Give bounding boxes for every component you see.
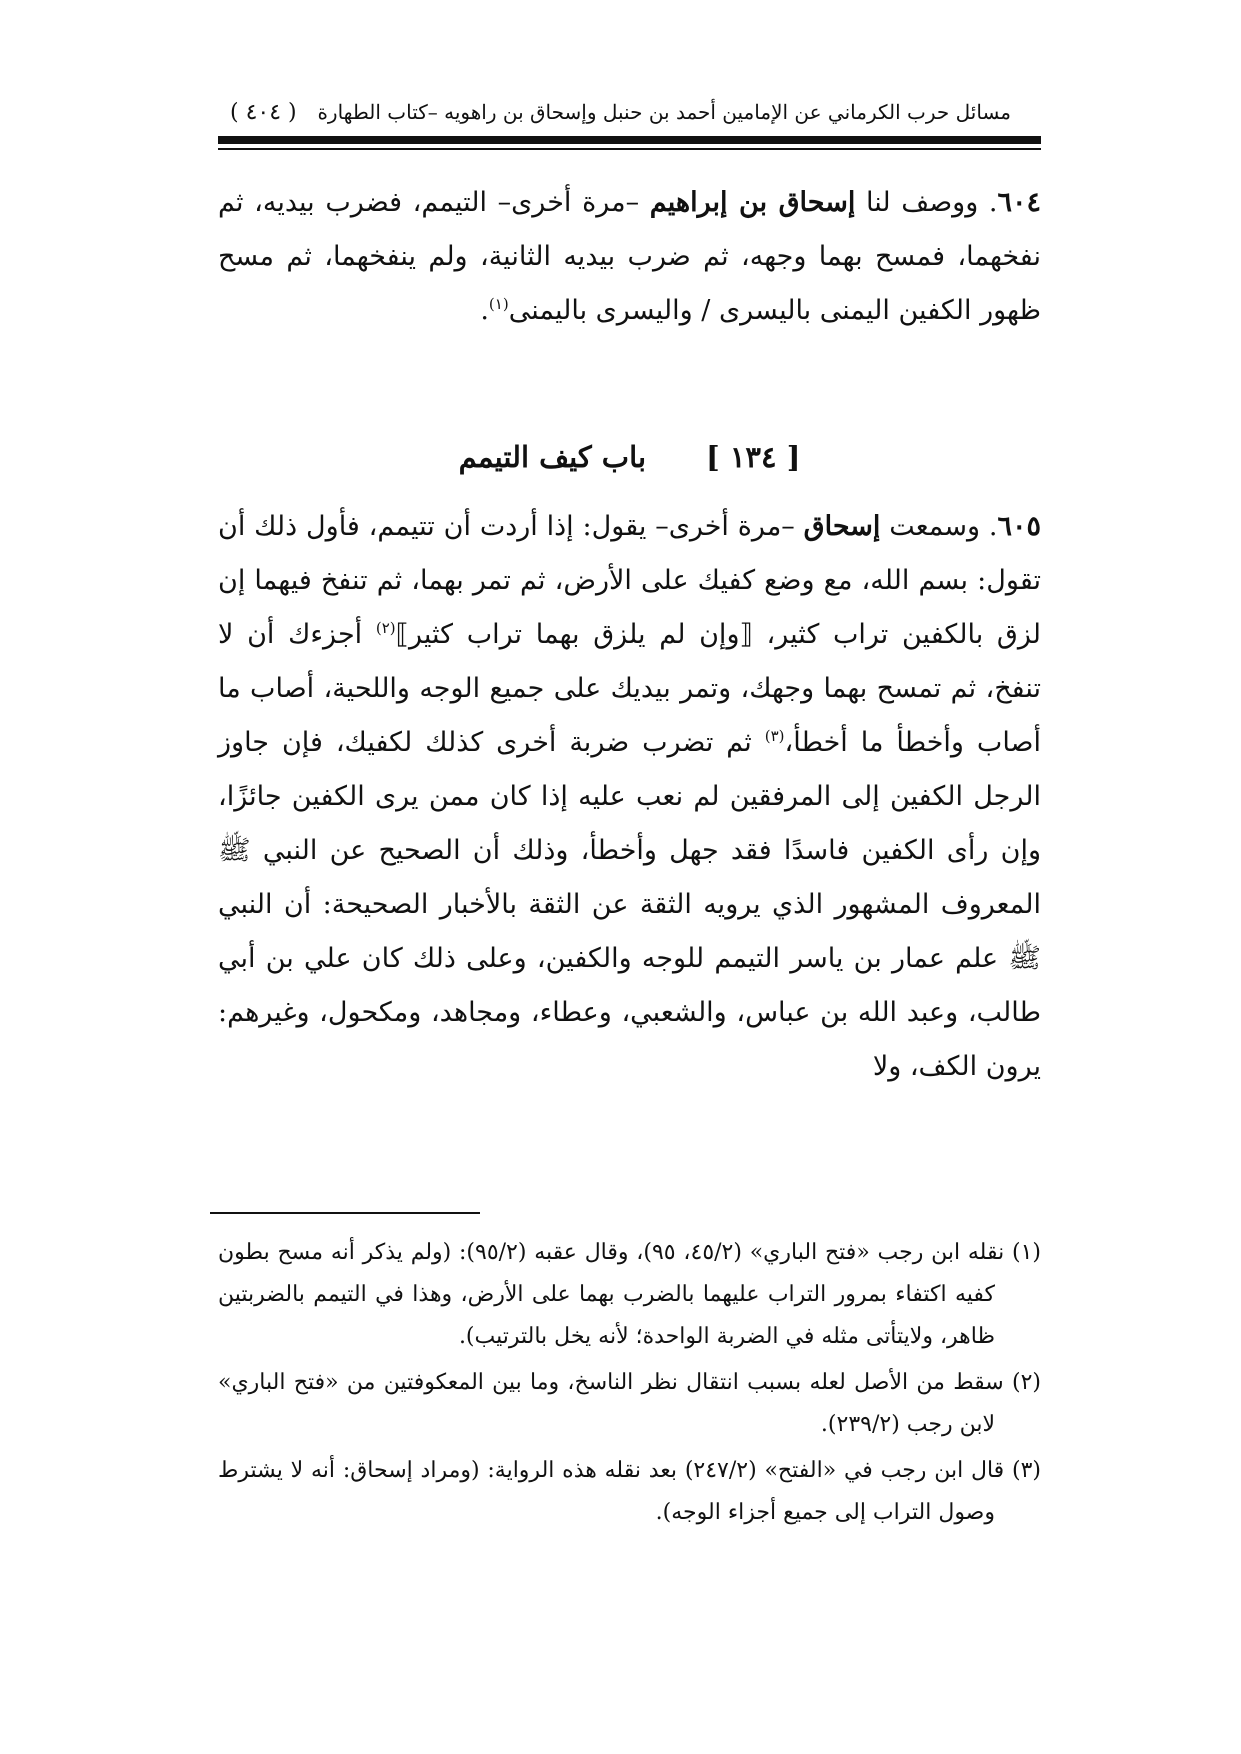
entry-lead: . وسمعت xyxy=(880,511,998,542)
footnote-separator xyxy=(210,1212,480,1214)
footnote-2: (٢) سقط من الأصل لعله بسبب انتقال نظر الناسخ، وما بين المعكوفتين من «فتح الباري» لابن رجب (٢٣٩/٢). xyxy=(218,1370,1041,1437)
entry-number: ٦٠٥ xyxy=(997,511,1042,542)
entry-604-paragraph xyxy=(218,176,1041,338)
footnotes xyxy=(218,1232,1041,1538)
entry-605 xyxy=(218,500,1041,1094)
footnote-reference: (٢) xyxy=(375,619,396,637)
chapter-number: [ ١٣٤ ] xyxy=(706,440,801,474)
chapter-title: باب كيف التيمم xyxy=(458,440,647,474)
narrator-name: إسحاق بن إبراهيم xyxy=(649,187,856,218)
footnote-3: (٣) قال ابن رجب في «الفتح» (٢٤٧/٢) بعد نقله هذه الرواية: (ومراد إسحاق: أنه لا يشترط وصول التراب إلى جميع أجزاء الوجه). xyxy=(218,1458,1041,1525)
entry-text-part-3: ثم تضرب ضربة أخرى كذلك لكفيك، فإن جاوز الرجل الكفين إلى المرفقين لم نعب عليه إذا كان ممن يرى الكفين جائزًا، وإن رأى الكفين فاسدًا فقد جهل وأخطأ، وذلك أن الصحيح عن النبي ﷺ المعروف المشهور الذي يرويه الثقة عن الثقة بالأخبار الصحيحة: أن النبي ﷺ علم عمار بن ياسر التيمم للوجه والكفين، وعلى ذلك كان علي بن أبي طالب، وعبد الله بن عباس، والشعبي، وعطاء، ومجاهد، ومكحول، وغيرهم: يرون الكف، ولا xyxy=(218,727,1041,1082)
running-header xyxy=(230,92,1011,132)
header-rule-thick xyxy=(218,136,1041,144)
entry-604 xyxy=(218,176,1041,338)
header-rule-thin xyxy=(218,148,1041,150)
entry-605-paragraph xyxy=(218,500,1041,1094)
entry-text-part-2: أجزءك أن لا تنفخ، ثم تمسح بهما وجهك، وتمر بيديك على جميع الوجه واللحية، أصاب ما أصاب وأخطأ ما أخطأ، xyxy=(218,619,1041,758)
footnote-1: (١) نقله ابن رجب «فتح الباري» (٤٥/٢، ٩٥)، وقال عقبه (٩٥/٢): (ولم يذكر أنه مسح بطون كفيه اكتفاء بمرور التراب عليهما بالضرب بهما على الأرض، وهذا في التيمم بالضربتين ظاهر، ولايتأتى مثله في الضربة الواحدة؛ لأنه يخل بالترتيب). xyxy=(218,1240,1041,1349)
entry-text-part-1: –مرة أخرى– يقول: إذا أردت أن تتيمم، فأول ذلك أن تقول: بسم الله، مع وضع كفيك على الأرض، ثم تمر بهما، ثم تنفخ فيهما إن لزق بالكفين تراب كثير، ⟦وإن لم يلزق بهما تراب كثير⟧ xyxy=(218,511,1042,650)
entry-text: –مرة أخرى– التيمم، فضرب بيديه، ثم نفخهما، فمسح بهما وجهه، ثم ضرب بيديه الثانية، ولم ينفخهما، ثم مسح ظهور الكفين اليمنى باليسرى / واليسرى باليمنى xyxy=(218,187,1041,326)
narrator-name: إسحاق xyxy=(803,511,881,542)
footnote-reference: (١) xyxy=(488,295,509,313)
footnote-reference: (٣) xyxy=(764,727,785,745)
entry-end: . xyxy=(480,295,489,326)
entry-number: ٦٠٤ xyxy=(997,187,1042,218)
running-title: مسائل حرب الكرماني عن الإمامين أحمد بن حنبل وإسحاق بن راهويه –كتاب الطهارة xyxy=(317,100,1011,124)
chapter-heading xyxy=(218,432,1041,482)
page-number: ( ٤٠٤ ) xyxy=(230,99,297,125)
entry-lead: . ووصف لنا xyxy=(855,187,998,218)
